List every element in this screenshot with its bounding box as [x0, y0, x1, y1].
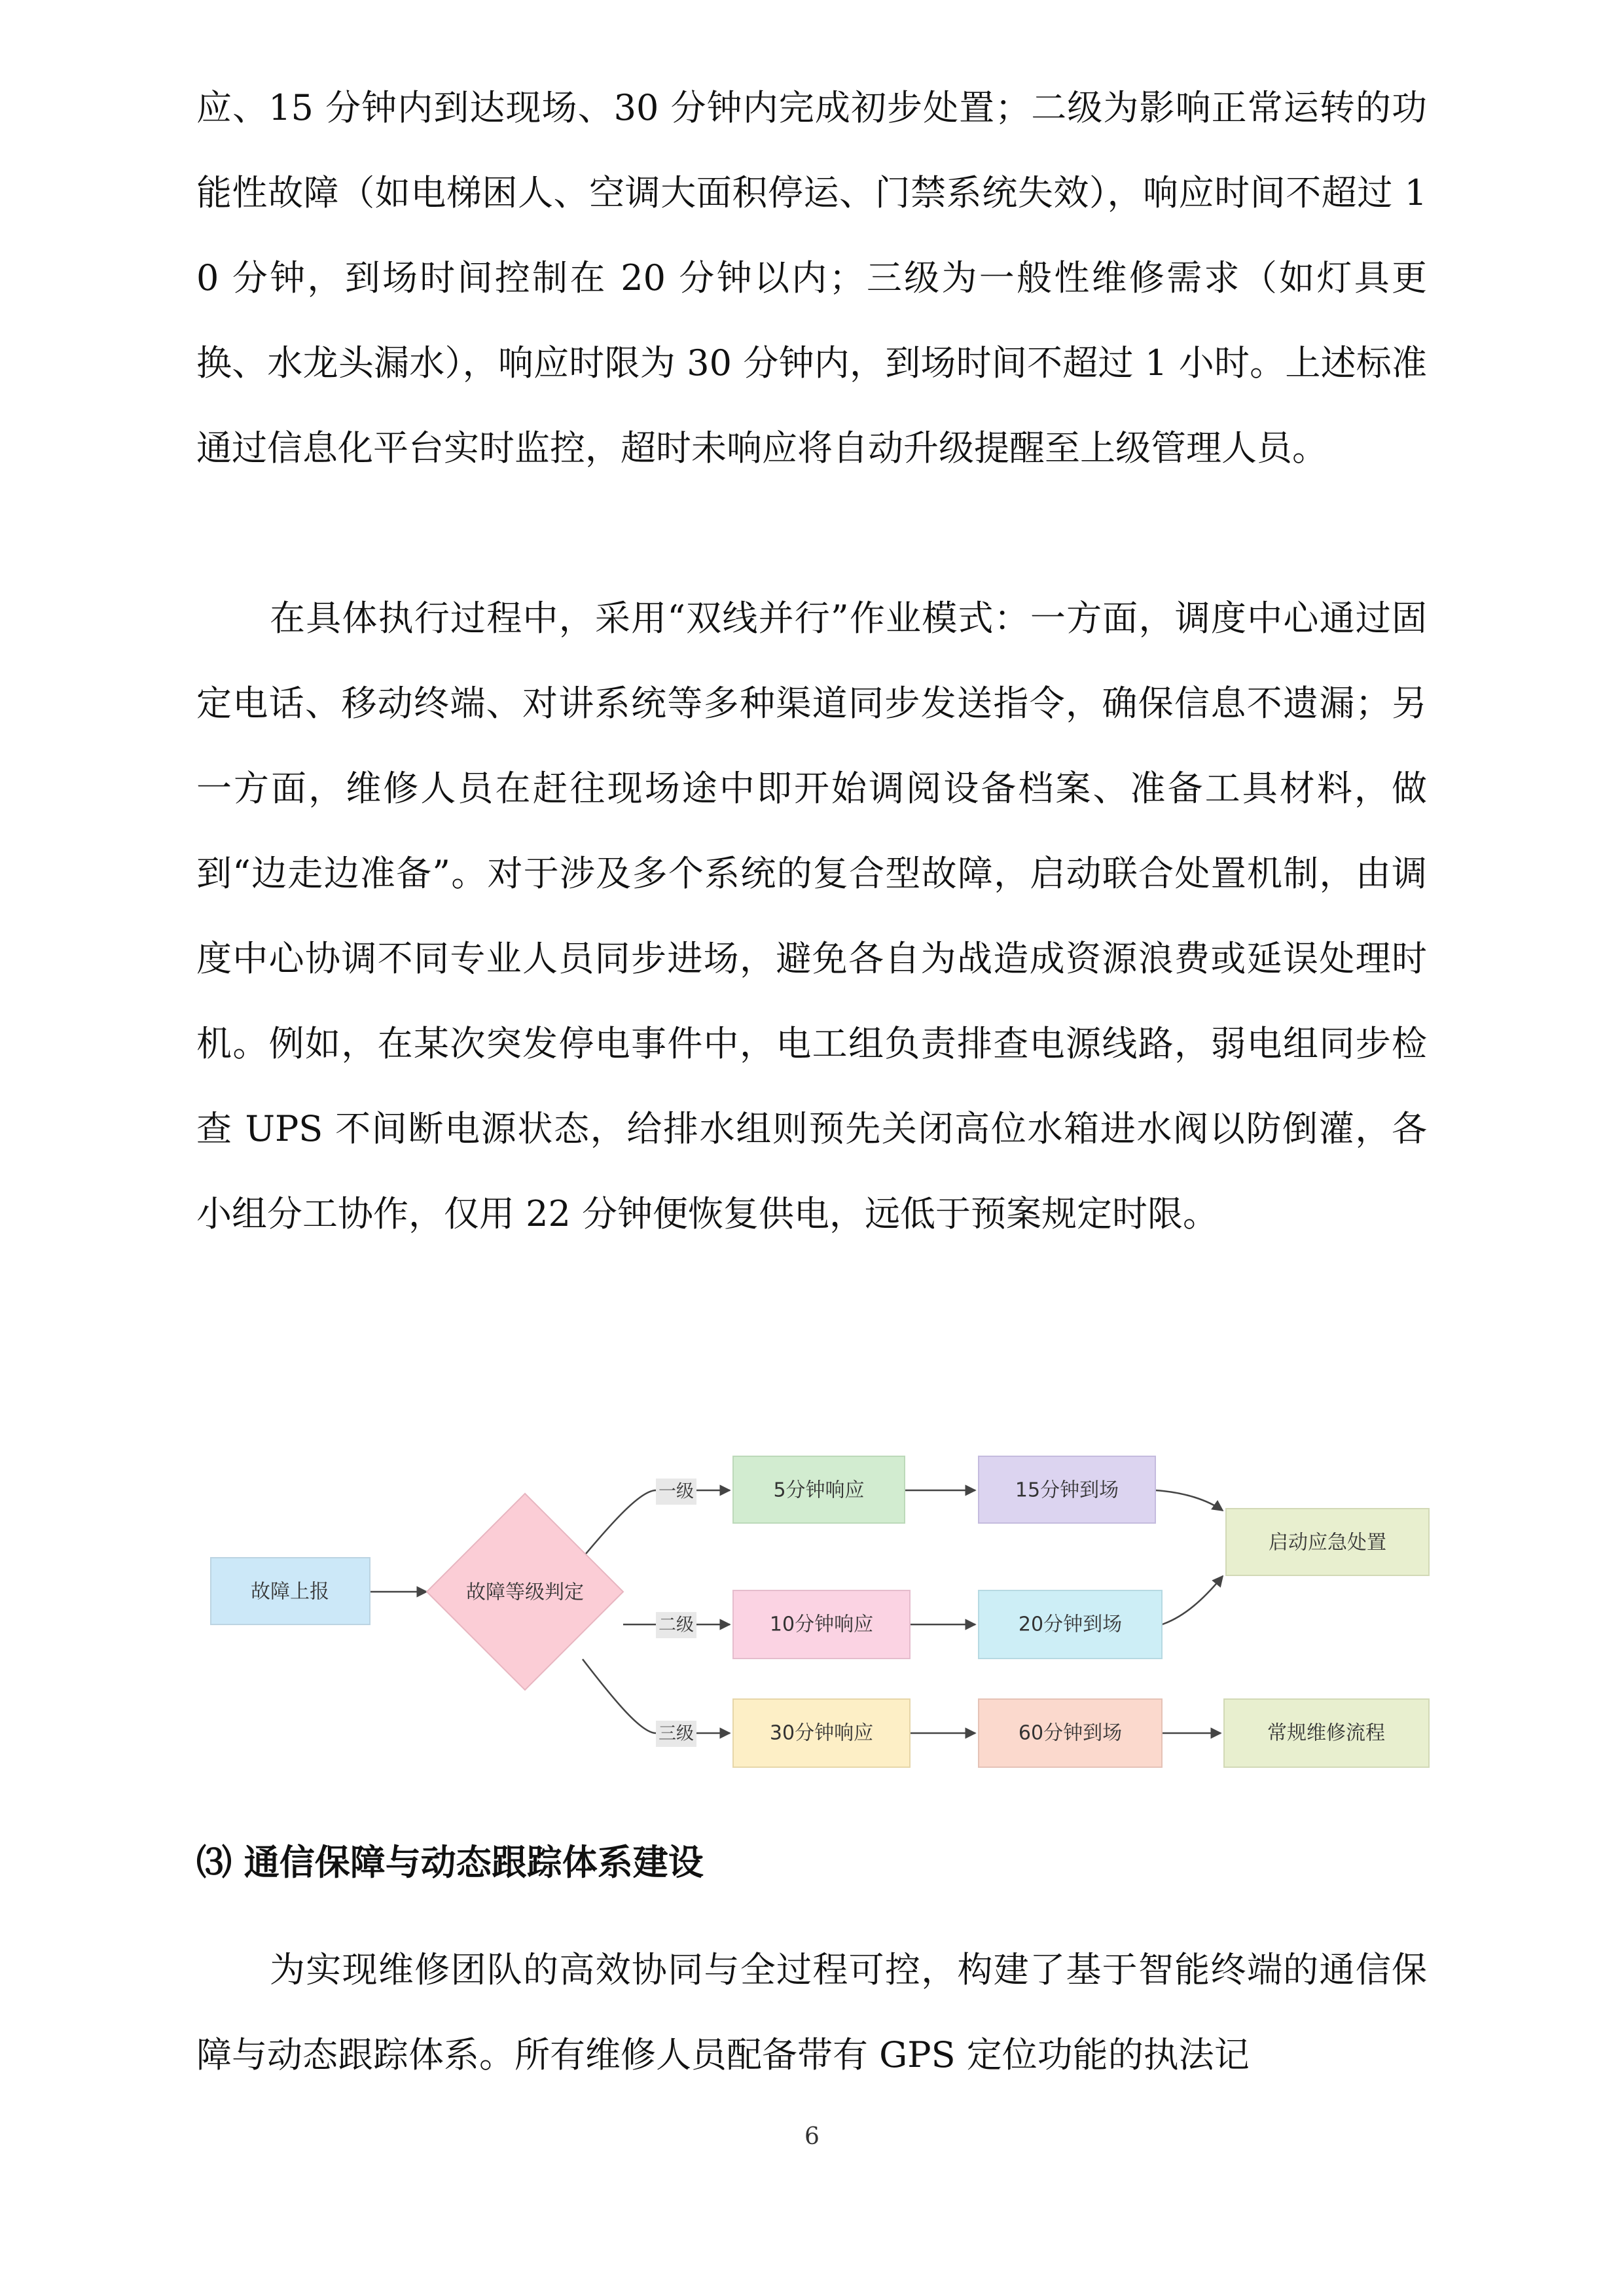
node-l2-response: [733, 1590, 910, 1659]
node-level-decision: [427, 1494, 623, 1690]
paragraph-dual-line-mode: 在具体执行过程中，采用“双线并行”作业模式：一方面，调度中心通过固定电话、移动终端、对讲系统等多种渠道同步发送指令，确保信息不遗漏；另一方面，维修人员在赶往现场途中即开始调阅设备档案、准备工具材料，做到“边走边准备”。对于涉及多个系统的复合型故障，启动联合处置机制，由调度中心协调不同专业人员同步进场，避免各自为战造成资源浪费或延误处理时机。例如，在某次突发停电事件中，电工组负责排查电源线路，弱电组同步检查 UPS 不间断电源状态，给排水组则预先关闭高位水箱进水阀以防倒灌，各小组分工协作，仅用 22 分钟便恢复供电，远低于预案规定时限。: [196, 598, 1427, 1234]
svg-text:常规维修流程: 常规维修流程: [1267, 1721, 1385, 1745]
node-l1-arrive: [979, 1456, 1155, 1523]
paragraph-communication-system: 为实现维修团队的高效协同与全过程可控，构建了基于智能终端的通信保障与动态跟踪体系。所有维修人员配备带有 GPS 定位功能的执法记: [196, 1949, 1427, 2075]
edge-l2-arrive-to-emergency: [1162, 1576, 1223, 1624]
svg-text:20分钟到场: 20分钟到场: [1018, 1613, 1123, 1636]
node-l3-arrive: [979, 1699, 1162, 1767]
edge-label-level2: [656, 1612, 696, 1638]
svg-text:二级: 二级: [659, 1615, 694, 1636]
edge-l1-arrive-to-emergency: [1155, 1490, 1223, 1511]
node-fault-report: [211, 1558, 370, 1624]
svg-text:故障上报: 故障上报: [251, 1580, 329, 1604]
page-number: 6: [804, 2123, 820, 2150]
section-heading-communication: ⑶ 通信保障与动态跟踪体系建设: [196, 1841, 704, 1883]
svg-text:启动应急处置: 启动应急处置: [1269, 1531, 1386, 1554]
svg-text:15分钟到场: 15分钟到场: [1015, 1479, 1119, 1502]
svg-text:30分钟响应: 30分钟响应: [769, 1721, 874, 1745]
edge-label-level3: [656, 1721, 696, 1747]
svg-text:三级: 三级: [659, 1723, 694, 1744]
svg-text:60分钟到场: 60分钟到场: [1018, 1721, 1123, 1745]
svg-text:5分钟响应: 5分钟响应: [773, 1479, 865, 1502]
svg-text:故障等级判定: 故障等级判定: [466, 1581, 584, 1604]
node-l3-response: [733, 1699, 910, 1767]
paragraph-response-standards: 应、15 分钟内到达现场、30 分钟内完成初步处置；二级为影响正常运转的功能性故障（如电梯困人、空调大面积停运、门禁系统失效），响应时间不超过 10 分钟，到场时间控制在 20 分钟以内；三级为一般性维修需求（如灯具更换、水龙头漏水），响应时限为 30 分钟内，到场时间不超过 1 小时。上述标准通过信息化平台实时监控，超时未响应将自动升级提醒至上级管理人员。: [196, 87, 1427, 469]
fault-response-flowchart: [196, 1427, 1440, 1793]
node-routine-repair: [1224, 1699, 1429, 1767]
edge-label-level1: [656, 1479, 696, 1505]
svg-text:10分钟响应: 10分钟响应: [769, 1613, 874, 1636]
svg-text:一级: 一级: [659, 1481, 694, 1502]
node-emergency-handling: [1226, 1509, 1429, 1575]
node-l2-arrive: [979, 1590, 1162, 1659]
node-l1-response: [733, 1456, 905, 1523]
